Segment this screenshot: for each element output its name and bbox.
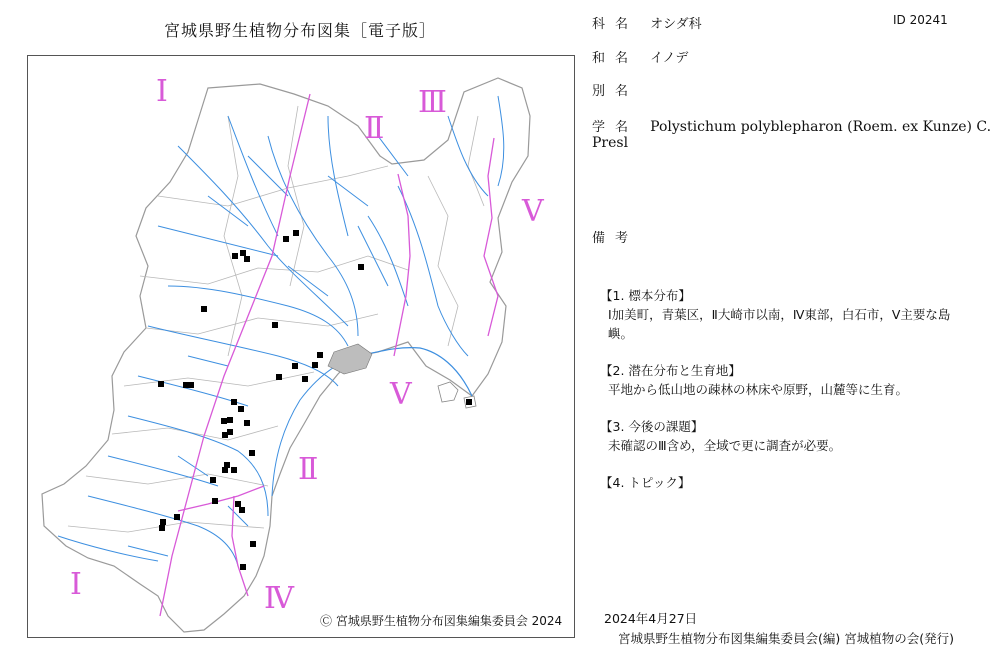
alias-label: 別名: [592, 84, 639, 99]
specimen-marker: [276, 374, 282, 380]
alias-row: [592, 80, 646, 99]
note-topics: [600, 473, 965, 492]
region-label-3: Ⅲ: [418, 85, 447, 120]
page-title: 宮城県野生植物分布図集［電子版］: [163, 21, 436, 40]
note-body: 未確認のⅢ含め，全域で更に調査が必要。: [608, 438, 842, 453]
specimen-marker: [227, 429, 233, 435]
specimen-marker: [188, 382, 194, 388]
specimen-marker: [239, 507, 245, 513]
specimen-marker: [358, 264, 364, 270]
specimen-marker: [466, 399, 472, 405]
remarks-row: [592, 227, 646, 246]
record-id: ID 20241: [893, 13, 948, 27]
specimen-marker: [302, 376, 308, 382]
specimen-marker: [235, 501, 241, 507]
specimen-marker: [312, 362, 318, 368]
japanese-name-row: [592, 47, 688, 66]
specimen-marker: [201, 306, 207, 312]
specimen-marker: [292, 363, 298, 369]
publication-credit: 宮城県野生植物分布図集編集委員会(編) 宮城植物の会(発行): [618, 631, 954, 646]
specimen-marker: [231, 467, 237, 473]
specimen-marker: [174, 514, 180, 520]
specimen-marker: [232, 253, 238, 259]
note-specimen-distribution: [600, 286, 965, 343]
note-body: Ⅰ加美町，青葉区，Ⅱ大崎市以南，Ⅳ東部，白石市，Ⅴ主要な島嶼。: [608, 307, 951, 341]
specimen-marker: [244, 420, 250, 426]
distribution-map: [27, 55, 575, 638]
specimen-marker: [240, 250, 246, 256]
note-heading: 【4. トピック】: [600, 475, 691, 490]
specimen-marker: [244, 256, 250, 262]
map-copyright: Ⓒ 宮城県野生植物分布図集編集委員会 2024: [320, 614, 563, 628]
specimen-marker: [160, 519, 166, 525]
specimen-marker: [159, 525, 165, 531]
note-future-issues: [600, 417, 965, 455]
family-value: オシダ科: [650, 17, 702, 32]
specimen-marker: [317, 352, 323, 358]
region-label-1-south: Ⅰ: [70, 567, 82, 602]
scientific-name-label: 学名: [592, 120, 639, 135]
specimen-marker: [293, 230, 299, 236]
notes-section: [600, 286, 965, 510]
note-body: 平地から低山地の疎林の林床や原野，山麓等に生育。: [608, 382, 909, 397]
scientific-name-value: Polystichum polyblepharon (Roem. ex Kunze) C. Presl: [592, 119, 992, 151]
specimen-marker: [221, 418, 227, 424]
specimen-marker: [158, 381, 164, 387]
specimen-marker: [249, 450, 255, 456]
prefecture-outline: [42, 78, 530, 632]
specimen-marker: [210, 477, 216, 483]
japanese-name-value: イノデ: [650, 51, 689, 66]
specimen-marker: [272, 322, 278, 328]
region-label-5-east: Ⅴ: [522, 194, 544, 229]
scientific-name-row: [592, 116, 1000, 151]
specimen-marker: [238, 406, 244, 412]
specimen-marker: [283, 236, 289, 242]
note-heading: 【3. 今後の課題】: [600, 419, 704, 434]
region-label-1-north: Ⅰ: [156, 74, 168, 109]
region-label-5-south: Ⅴ: [390, 377, 412, 412]
publication-date: 2024年4月27日: [604, 611, 698, 626]
region-label-4: Ⅳ: [264, 581, 294, 616]
specimen-marker: [250, 541, 256, 547]
japanese-name-label: 和名: [592, 51, 639, 66]
specimen-marker: [227, 417, 233, 423]
region-label-2-north: Ⅱ: [364, 111, 385, 146]
specimen-marker: [240, 564, 246, 570]
specimen-marker: [212, 498, 218, 504]
specimen-marker: [222, 467, 228, 473]
note-heading: 【1. 標本分布】: [600, 288, 691, 303]
specimen-marker: [231, 399, 237, 405]
remarks-label: 備考: [592, 231, 639, 246]
family-row: [592, 13, 702, 32]
family-label: 科名: [592, 17, 639, 32]
region-label-2-south: Ⅱ: [298, 452, 319, 487]
note-heading: 【2. 潜在分布と生育地】: [600, 363, 741, 378]
note-habitat: [600, 361, 965, 399]
